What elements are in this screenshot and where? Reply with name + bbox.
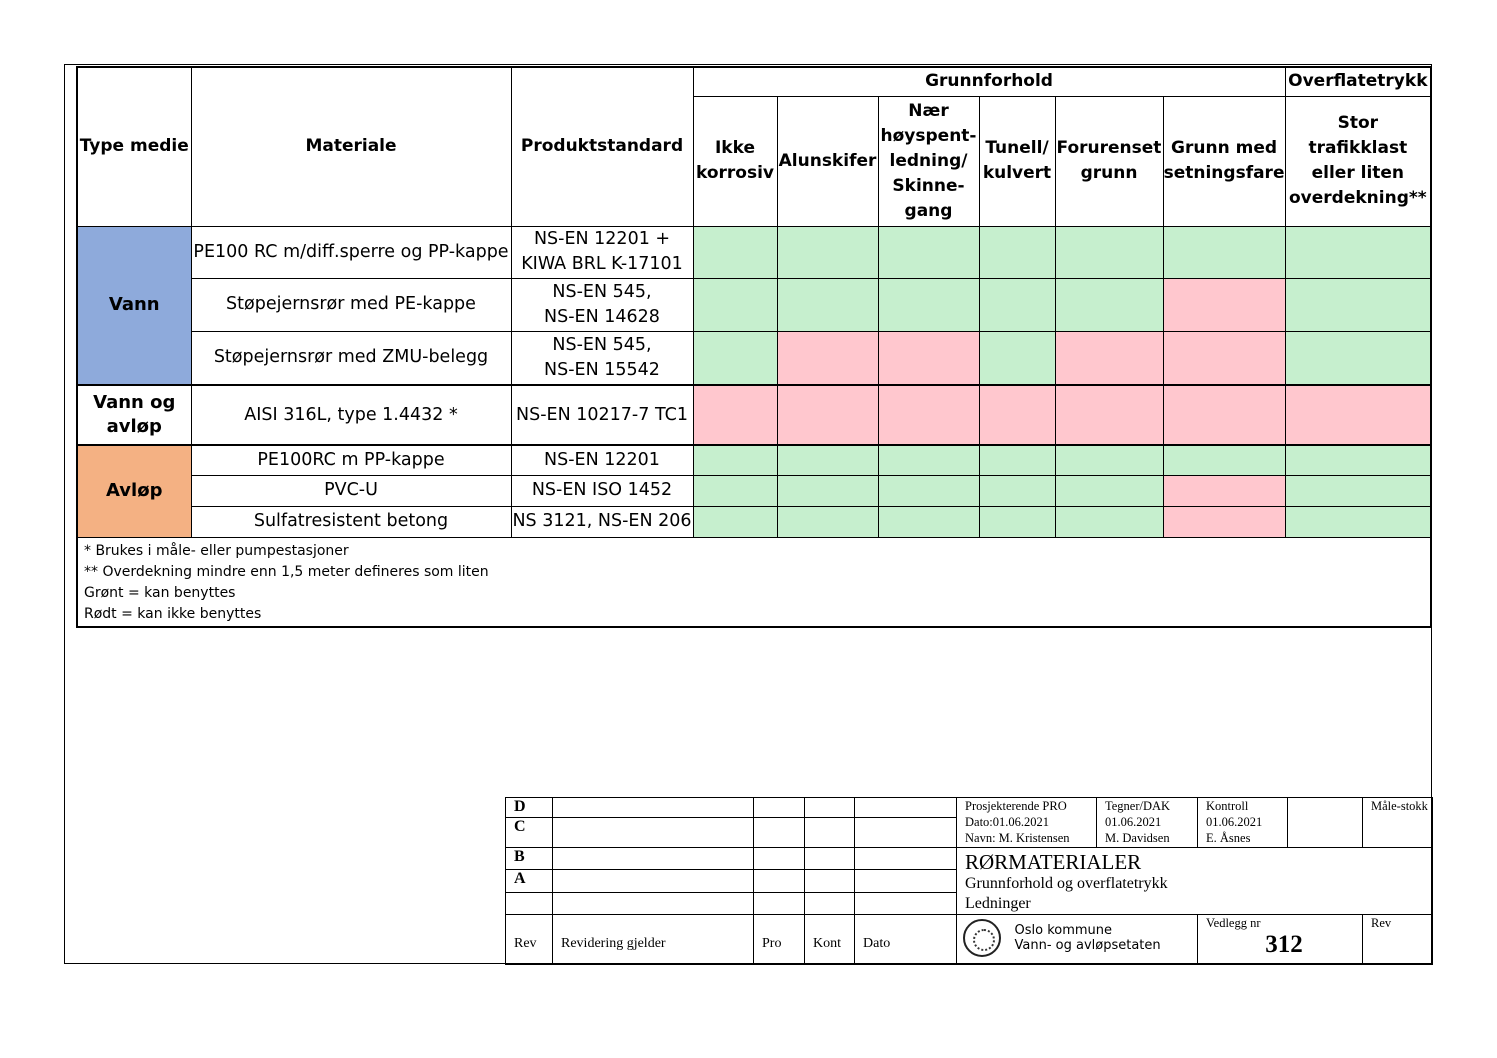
rev-letter: A [506,870,553,892]
status-cell [979,331,1055,385]
header-hoyspent: Nær høyspent-ledning/ Skinne-gang [878,96,979,226]
type-vann-og-avlop: Vann og avløp [77,385,191,445]
status-cell [693,475,777,506]
status-cell [777,475,878,506]
status-cell [1055,226,1163,278]
materiale-cell: AISI 316L, type 1.4432 * [191,385,511,445]
status-cell [693,506,777,537]
note-line: Rødt = kan ikke benyttes [84,605,262,622]
status-cell [979,445,1055,475]
status-cell [979,506,1055,537]
header-ikke-korrosiv: Ikke korrosiv [693,96,777,226]
rev-right: Rev [1363,915,1433,965]
status-cell [693,331,777,385]
pro-label: Pro [754,915,805,965]
header-grunnforhold: Grunnforhold [693,67,1285,96]
status-cell [1163,506,1285,537]
status-cell [1285,226,1431,278]
status-cell [1163,226,1285,278]
prosjekterende: Prosjekterende PRO Dato:01.06.2021 Navn: M. Kristensen [957,798,1097,848]
status-cell [1055,475,1163,506]
standard-cell: NS-EN 12201 + KIWA BRL K-17101 [511,226,693,278]
header-forurenset: Forurenset grunn [1055,96,1163,226]
status-cell [777,226,878,278]
materiale-cell: Støpejernsrør med PE-kappe [191,278,511,331]
standard-cell: NS-EN 545, NS-EN 15542 [511,331,693,385]
header-tunell: Tunell/ kulvert [979,96,1055,226]
standard-cell: NS-EN 545, NS-EN 14628 [511,278,693,331]
header-trafikklast: Stor trafikklast eller liten overdekning** [1285,96,1431,226]
status-cell [1285,278,1431,331]
note-line: Grønt = kan benyttes [84,584,236,601]
dato-label: Dato [855,915,957,965]
materiale-cell: PVC-U [191,475,511,506]
type-avlop: Avløp [77,445,191,537]
materiale-cell: PE100RC m PP-kappe [191,445,511,475]
table-row [77,278,1431,331]
status-cell [1285,506,1431,537]
standard-cell: NS-EN 12201 [511,445,693,475]
status-cell [1285,475,1431,506]
standard-cell: NS 3121, NS-EN 206 [511,506,693,537]
kontroll: Kontroll 01.06.2021 E. Åsnes [1198,798,1288,848]
header-type-medie: Type medie [77,67,191,226]
status-cell [777,278,878,331]
materiale-cell: Sulfatresistent betong [191,506,511,537]
status-cell [979,226,1055,278]
status-cell [693,445,777,475]
rev-letter: C [506,818,553,848]
kont-label: Kont [805,915,855,965]
status-cell [878,506,979,537]
status-cell [1055,278,1163,331]
org-unit: Vann- og avløpsetaten [1014,938,1161,953]
status-cell [878,445,979,475]
note-line: * Brukes i måle- eller pumpestasjoner [84,542,349,559]
vedlegg-number: 312 [1265,931,1303,958]
materiale-cell: Støpejernsrør med ZMU-belegg [191,331,511,385]
status-cell [693,278,777,331]
rev-label: Rev [506,915,553,965]
status-cell [777,445,878,475]
standard-cell: NS-EN 10217-7 TC1 [511,385,693,445]
table-row [77,226,1431,278]
status-cell [1285,445,1431,475]
materiale-cell: PE100 RC m/diff.sperre og PP-kappe [191,226,511,278]
type-vann: Vann [77,226,191,385]
subtitle-1: Grunnforhold og overflatetrykk [965,875,1168,892]
title-text: RØRMATERIALER [965,850,1142,874]
status-cell [693,226,777,278]
header-produktstandard: Produktstandard [511,67,693,226]
table-row [77,445,1431,475]
header-overflatetrykk: Overflatetrykk [1285,67,1431,96]
rev-letter: B [506,848,553,870]
tegner: Tegner/DAK 01.06.2021 M. Davidsen [1097,798,1198,848]
header-materiale: Materiale [191,67,511,226]
status-cell [1163,475,1285,506]
table-row [77,506,1431,537]
rev-letter: D [506,798,553,818]
status-cell [878,278,979,331]
status-cell [1285,331,1431,385]
table-row [77,475,1431,506]
status-cell [1163,385,1285,445]
table-row [77,331,1431,385]
status-cell [979,475,1055,506]
status-cell [878,475,979,506]
status-cell [1055,331,1163,385]
note-line: ** Overdekning mindre enn 1,5 meter defineres som liten [84,563,489,580]
status-cell [878,226,979,278]
material-table [76,66,1432,628]
org-name: Oslo kommune [1014,923,1113,938]
status-cell [878,331,979,385]
status-cell [979,385,1055,445]
status-cell [1163,445,1285,475]
status-cell [693,385,777,445]
subtitle-2: Ledninger [965,895,1031,912]
status-cell [1163,331,1285,385]
table-row [77,385,1431,445]
status-cell [777,331,878,385]
status-cell [1285,385,1431,445]
organisation [957,915,1198,965]
oslo-seal-icon [963,919,1001,957]
status-cell [1163,278,1285,331]
status-cell [1055,385,1163,445]
drawing-title [957,848,1433,915]
status-cell [1055,506,1163,537]
status-cell [1055,445,1163,475]
vedlegg: Vedlegg nr 312 [1198,915,1363,965]
status-cell [878,385,979,445]
malestokk: Måle-stokk [1363,798,1433,848]
revidering-label: Revidering gjelder [553,915,754,965]
status-cell [979,278,1055,331]
header-alunskifer: Alunskifer [777,96,878,226]
title-block [505,797,1433,965]
status-cell [777,506,878,537]
status-cell [777,385,878,445]
standard-cell: NS-EN ISO 1452 [511,475,693,506]
notes [77,537,1431,627]
header-setningsfare: Grunn med setningsfare [1163,96,1285,226]
